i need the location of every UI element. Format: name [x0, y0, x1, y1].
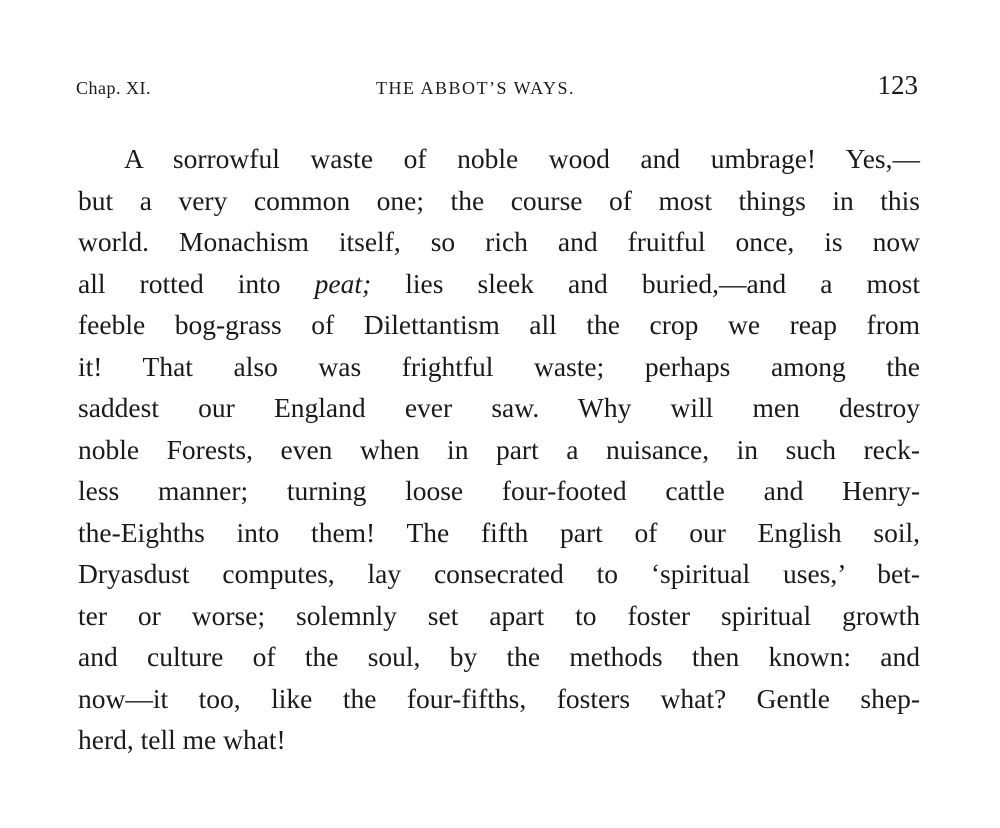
chapter-label: Chap. XI.: [76, 78, 151, 98]
text-line: the-Eighths into them! The fifth part of our English soil,: [78, 516, 920, 548]
text-line: Dryasdust computes, lay consecrated to ‘spiritual uses,’ bet-: [78, 558, 920, 589]
page-number: 123: [877, 70, 918, 100]
text-segment: all rotted into: [78, 267, 315, 299]
text-line: [78, 263, 920, 305]
text-line: noble Forests, even when in part a nuisance, in such reck-: [78, 433, 920, 465]
running-title: THE ABBOT’S WAYS.: [376, 78, 576, 98]
text-segment: lies sleek and buried,—and a most: [371, 267, 921, 299]
italic-word: peat;: [314, 267, 372, 299]
text-line: herd, tell me what!: [78, 724, 286, 755]
body-paragraph: [78, 138, 920, 761]
text-line: it! That also was frightful waste; perhaps among the: [78, 350, 920, 382]
text-line: saddest our England ever saw. Why will men destroy: [78, 392, 920, 423]
text-line: and culture of the soul, by the methods then known: and: [78, 641, 920, 672]
text-line: ter or worse; solemnly set apart to foster spiritual growth: [78, 599, 920, 631]
running-header: [76, 68, 918, 108]
text-line: world. Monachism itself, so rich and fruitful once, is now: [78, 226, 920, 257]
text-line: but a very common one; the course of most things in this: [78, 184, 920, 216]
text-line: less manner; turning loose four-footed cattle and Henry-: [78, 475, 920, 506]
text-line: now—it too, like the four-fifths, fosters what? Gentle shep-: [78, 682, 920, 714]
text-line: A sorrowful waste of noble wood and umbrage! Yes,—: [124, 143, 920, 174]
text-line: feeble bog-grass of Dilettantism all the crop we reap from: [78, 309, 920, 340]
